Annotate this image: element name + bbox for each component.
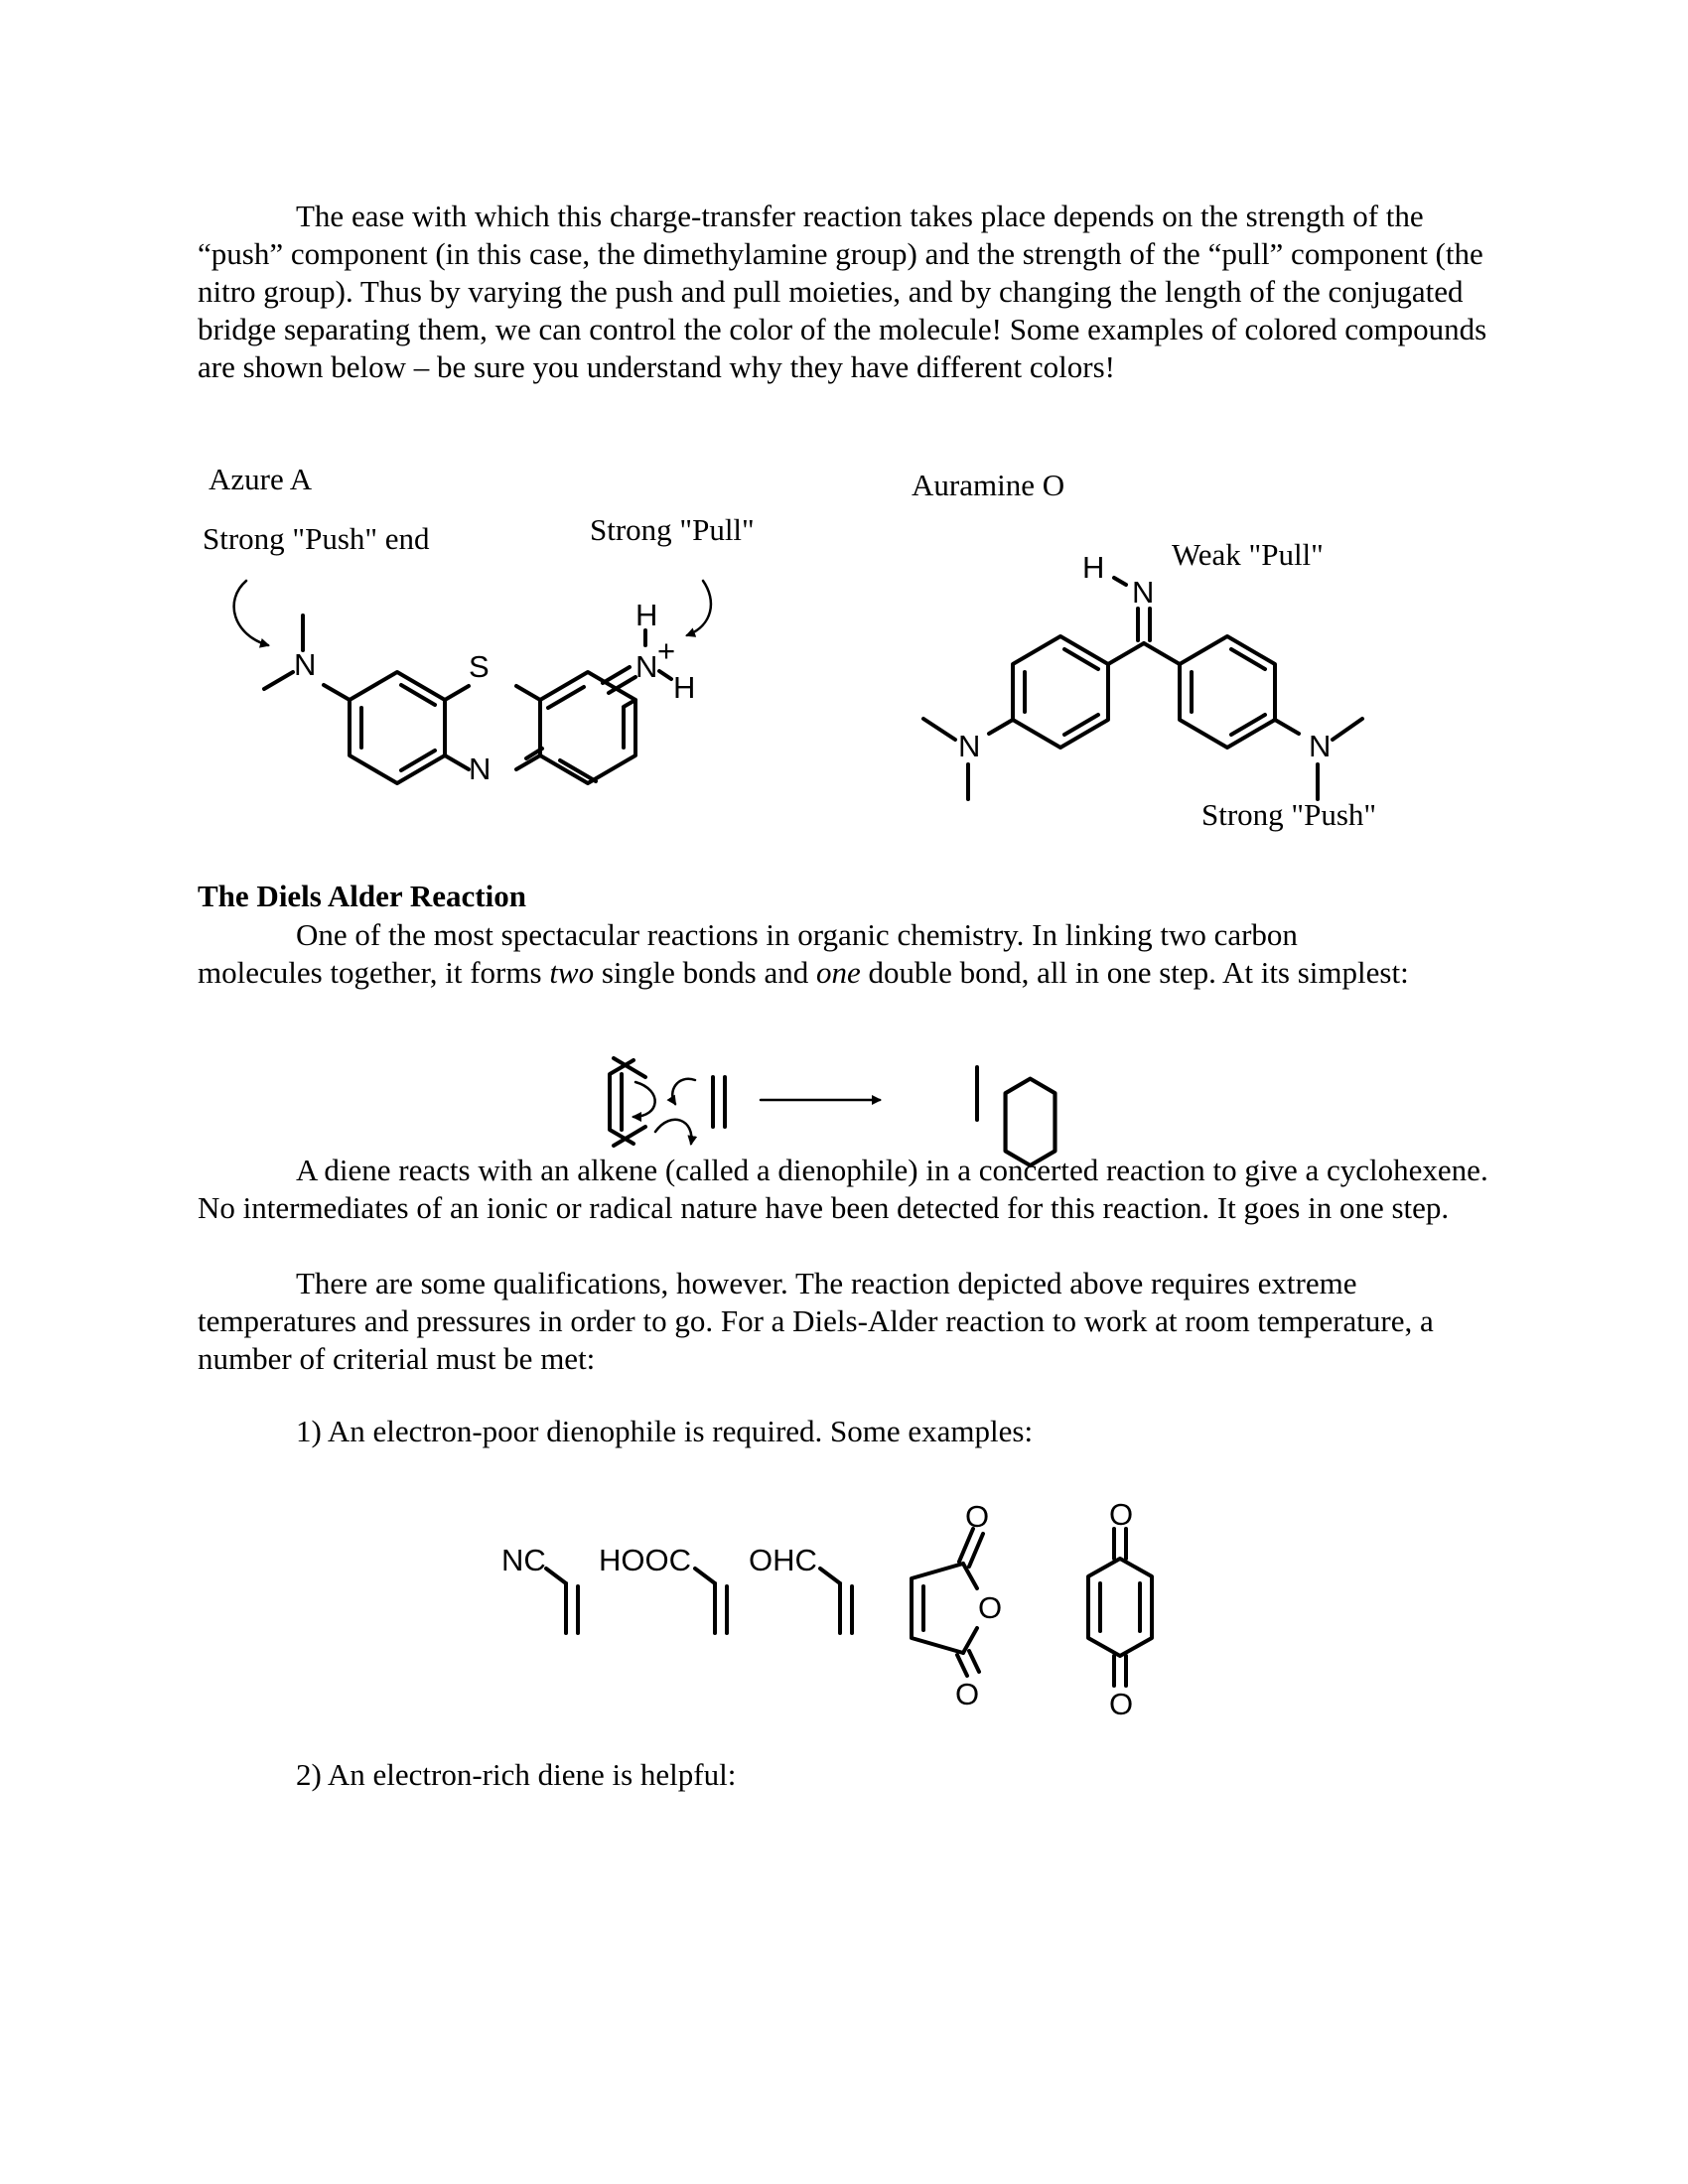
azure-a-title: Azure A <box>209 462 313 496</box>
dienophile-ohc-label: OHC <box>749 1543 817 1577</box>
p1-text-middle: single bonds and <box>594 955 816 990</box>
azure-pull-label: Strong "Pull" <box>590 512 755 547</box>
p1-emphasis-one: one <box>815 955 861 990</box>
auramine-o-structure <box>923 550 1362 799</box>
azure-atom-s: S <box>469 649 490 684</box>
quinone-o-top: O <box>1109 1497 1134 1532</box>
auramine-atom-n-right: N <box>1309 729 1332 763</box>
quinone-o-bottom: O <box>1109 1687 1134 1721</box>
auramine-atom-n-top: N <box>1132 575 1155 610</box>
azure-atom-h-top: H <box>635 598 658 632</box>
azure-atom-plus: + <box>657 633 676 668</box>
criterion-1: 1) An electron-poor dienophile is required. Some examples: <box>296 1414 1034 1448</box>
diels-alder-intro-paragraph <box>198 916 1409 992</box>
diels-alder-heading: The Diels Alder Reaction <box>198 879 526 913</box>
dienophile-hooc-label: HOOC <box>599 1543 691 1577</box>
azure-atom-h-right: H <box>673 670 696 705</box>
intro-paragraph: The ease with which this charge-transfer reaction takes place depends on the strength of the “push” component (in this case, the dimethylamine group) and the strength of the “pull” component (the nitro group). Thus by varying the push and pull moieties, and by changing the length of the conjugated bridge separating them, we can control the color of the molecule! Some examples of colored compounds are shown below – be sure you understand why they have different colors! <box>198 199 1487 384</box>
criterion-2: 2) An electron-rich diene is helpful: <box>296 1757 737 1792</box>
anhydride-o-top: O <box>965 1499 990 1534</box>
p1-text-end: double bond, all in one step. At its simplest: <box>860 955 1409 990</box>
dienophile-examples <box>501 1497 1152 1721</box>
p1-emphasis-two: two <box>549 955 595 990</box>
auramine-push-label: Strong "Push" <box>1201 797 1377 832</box>
diels-alder-qualifications-paragraph: There are some qualifications, however. The reaction depicted above requires extreme temperatures and pressures in order to go. For a Diels-Alder reaction to work at room temperature, a number of criterial must be met: <box>198 1266 1434 1376</box>
azure-a-structure <box>234 581 711 786</box>
auramine-pull-label: Weak "Pull" <box>1172 537 1324 572</box>
azure-push-label: Strong "Push" end <box>203 521 430 556</box>
anhydride-o-bottom: O <box>955 1677 980 1711</box>
diels-alder-scheme <box>610 1058 1055 1165</box>
azure-atom-n-left: N <box>294 647 317 682</box>
auramine-atom-h: H <box>1082 550 1105 585</box>
azure-atom-n-center: N <box>469 751 492 786</box>
diels-alder-mechanism-paragraph: A diene reacts with an alkene (called a dienophile) in a concerted reaction to give a cyclohexene. No intermediates of an ionic or radical nature have been detected for this reaction. It goes in one step. <box>198 1153 1488 1225</box>
p1-text-start: One of the most spectacular reactions in organic chemistry. In linking two carbon molecules together, it forms <box>198 917 1298 990</box>
auramine-o-title: Auramine O <box>912 468 1065 502</box>
azure-atom-n-right: N <box>635 649 658 684</box>
auramine-atom-n-left: N <box>958 729 981 763</box>
dienophile-nc-label: NC <box>501 1543 546 1577</box>
anhydride-o-ring: O <box>978 1590 1003 1625</box>
